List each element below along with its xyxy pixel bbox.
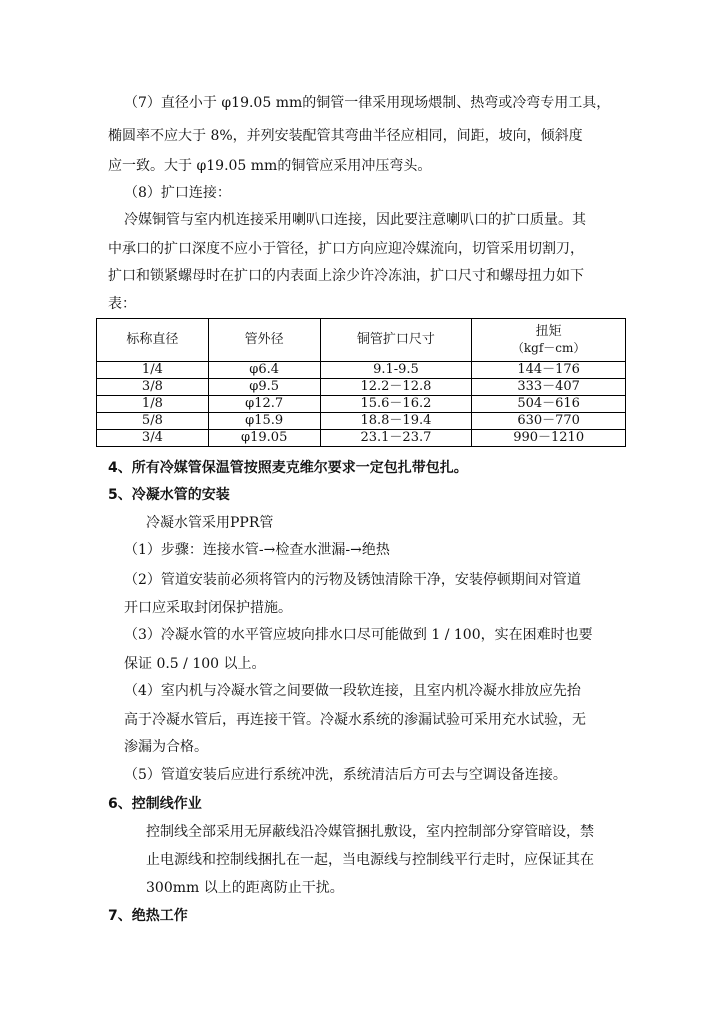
cell-torque: 630－770	[472, 413, 626, 430]
item7-line-3: 应一致。大于 φ19.05 mm的铜管应采用冲压弯头。	[108, 158, 432, 174]
section6-line-2: 止电源线和控制线捆扎在一起，当电源线与控制线平行走时，应保证其在	[146, 852, 594, 868]
table-row	[97, 396, 626, 413]
flare-torque-table	[96, 318, 626, 447]
cell-outer: φ9.5	[208, 379, 320, 396]
item8-line-1: 冷媒铜管与室内机连接采用喇叭口连接，因此要注意喇叭口的扩口质量。其	[124, 212, 586, 228]
section5-line-2: （2）管道安装前必须将管内的污物及锈蚀清除干净，安装停顿期间对管道	[124, 572, 581, 588]
cell-flare: 9.1-9.5	[320, 362, 472, 379]
table-row	[97, 413, 626, 430]
section5-intro: 冷凝水管采用PPR管	[146, 515, 274, 531]
cell-flare: 23.1－23.7	[320, 430, 472, 447]
item7-line-1: （7）直径小于 φ19.05 mm的铜管一律采用现场煨制、热弯或冷弯专用工具，	[124, 95, 611, 111]
section5-line-4: （3）冷凝水管的水平管应坡向排水口尽可能做到 1 / 100，实在困难时也要	[124, 627, 593, 643]
section5-heading: 5、冷凝水管的安装	[108, 487, 230, 503]
section6-heading: 6、控制线作业	[108, 796, 202, 812]
cell-nominal: 1/4	[97, 362, 209, 379]
header-nominal-diameter: 标称直径	[97, 319, 209, 362]
cell-outer: φ12.7	[208, 396, 320, 413]
item8-line-2: 中承口的扩口深度不应小于管径，扩口方向应迎冷媒流向，切管采用切割刀，	[108, 241, 584, 257]
section5-line-3: 开口应采取封闭保护措施。	[124, 600, 292, 616]
cell-outer: φ19.05	[208, 430, 320, 447]
cell-nominal: 3/8	[97, 379, 209, 396]
cell-nominal: 1/8	[97, 396, 209, 413]
section5-line-8: 渗漏为合格。	[124, 739, 208, 755]
header-torque	[472, 319, 626, 362]
header-outer-diameter: 管外径	[208, 319, 320, 362]
table-row	[97, 430, 626, 447]
section7-heading: 7、绝热工作	[108, 908, 188, 924]
table-row	[97, 379, 626, 396]
cell-flare: 18.8－19.4	[320, 413, 472, 430]
table-row	[97, 362, 626, 379]
cell-outer: φ6.4	[208, 362, 320, 379]
section5-line-1: （1）步骤：连接水管-→检查水泄漏-→绝热	[124, 542, 390, 558]
cell-torque: 144－176	[472, 362, 626, 379]
header-torque-label: 扭矩	[535, 324, 562, 339]
section5-line-6: （4）室内机与冷凝水管之间要做一段软连接，且室内机冷凝水排放应先抬	[124, 683, 581, 699]
section4-heading: 4、所有冷媒管保温管按照麦克维尔要求一定包扎带包扎。	[108, 460, 468, 476]
table-header-row	[97, 319, 626, 362]
cell-flare: 15.6－16.2	[320, 396, 472, 413]
section5-line-9: （5）管道安装后应进行系统冲洗，系统清洁后方可去与空调设备连接。	[124, 767, 567, 783]
item8-title: （8）扩口连接：	[124, 185, 231, 201]
cell-outer: φ15.9	[208, 413, 320, 430]
cell-torque: 990－1210	[472, 430, 626, 447]
section5-line-7: 高于冷凝水管后，再连接干管。冷凝水系统的渗漏试验可采用充水试验，无	[124, 712, 586, 728]
section6-line-1: 控制线全部采用无屏蔽线沿冷媒管捆扎敷设，室内控制部分穿管暗设，禁	[146, 824, 594, 840]
cell-torque: 504－616	[472, 396, 626, 413]
header-torque-unit: （kgf－cm）	[511, 341, 586, 355]
header-flare-size: 铜管扩口尺寸	[320, 319, 472, 362]
cell-torque: 333－407	[472, 379, 626, 396]
item8-line-4: 表：	[108, 296, 136, 312]
item8-line-3: 扩口和锁紧螺母时在扩口的内表面上涂少许冷冻油，扩口尺寸和螺母扭力如下	[108, 268, 584, 284]
cell-nominal: 3/4	[97, 430, 209, 447]
cell-flare: 12.2－12.8	[320, 379, 472, 396]
item7-line-2: 椭圆率不应大于 8%，并列安装配管其弯曲半径应相同，间距，坡向，倾斜度	[108, 128, 583, 144]
section5-line-5: 保证 0.5 / 100 以上。	[124, 656, 266, 672]
section6-line-3: 300mm 以上的距离防止干扰。	[146, 880, 344, 896]
cell-nominal: 5/8	[97, 413, 209, 430]
